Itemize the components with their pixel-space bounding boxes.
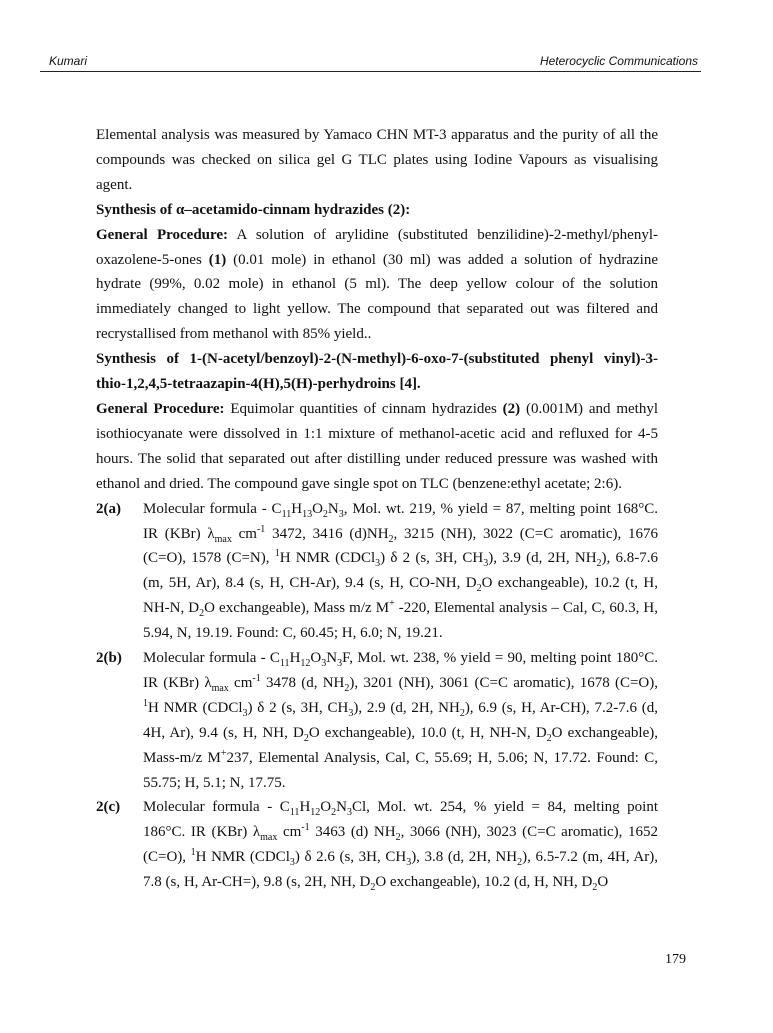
header-author: Kumari bbox=[49, 54, 88, 68]
compound-entry bbox=[96, 497, 658, 646]
header-rule bbox=[40, 71, 701, 72]
procedure-label: General Procedure: bbox=[96, 226, 229, 243]
compound-entry bbox=[96, 795, 658, 895]
compound-label: 2(c) bbox=[96, 799, 121, 816]
compound-entry bbox=[96, 646, 658, 795]
page-number: 179 bbox=[665, 952, 686, 967]
procedure-paragraph-2: General Procedure: Equimolar quantities of cinnam hydrazides (2) (0.001M) and methyl isothiocyanate were dissolved in 1:1 mixture of methanol-acetic acid and refluxed for 4-5 hours. The solid that separated out after distilling under reduced pressure was washed with ethanol and dried. The compound gave single spot on TLC (benzene:ethyl acetate; 2:6). bbox=[96, 400, 658, 492]
compound-label: 2(a) bbox=[96, 500, 121, 517]
compound-data: Molecular formula - $C_{11}H_{12}O_2N_3Cl$, Mol. wt. 254, % yield = 84, melting point 186°C. IR (KBr) $\lambda_{max}$ $cm^{-1}$ 3463 (d) $NH_2$, 3066 (NH), 3023 (C=C aromatic), 1652 (C=O), $^1$H NMR (CDCl$_3$) δ 2.6 (s, 3H, $CH_3$), 3.8 (d, 2H, $NH_2$), 6.5-7.2 (m, 4H, Ar), 7.8 (s, H, Ar-CH=), 9.8 (s, 2H, NH, $D_2O$ exchangeable), 10.2 (d, H, NH, $D_2O$ bbox=[143, 799, 658, 894]
section-heading-2: Synthesis of 1-(N-acetyl/benzoyl)-2-(N-methyl)-6-oxo-7-(substituted phenyl vinyl)-3-thio-1,2,4,5-tetraazapin-4(H),5(H)-perhydroins [4]. bbox=[96, 351, 658, 393]
section-heading-1: Synthesis of α–acetamido-cinnam hydrazides (2): bbox=[96, 201, 411, 218]
compound-data: Molecular formula - $C_{11}H_{12}O_3N_3F$, Mol. wt. 238, % yield = 90, melting point 180°C. IR (KBr) $\lambda_{max}$ $cm^{-1}$ 3478 (d, $NH_2$), 3201 (NH), 3061 (C=C aromatic), 1678 (C=O), $^1$H NMR (CDCl$_3$) δ 2 (s, 3H, $CH_3$), 2.9 (d, 2H, $NH_2$), 6.9 (s, H, Ar-CH), 7.2-7.6 (d, 4H, Ar), 9.4 (s, H, NH, $D_2O$ exchangeable), 10.0 (t, H, NH-N, $D_2O$ exchangeable), Mass-m/z M+237, Elemental Analysis, Cal, C, 55.69; H, 5.06; N, 17.72. Found: C, 55.75; H, 5.1; N, 17.75. bbox=[143, 650, 659, 791]
article-body bbox=[96, 123, 658, 895]
procedure-label: General Procedure: bbox=[96, 400, 225, 417]
procedure-paragraph-1: General Procedure: A solution of arylidine (substituted benzilidine)-2-methyl/phenyl-oxazolene-5-ones (1) (0.01 mole) in ethanol (30 ml) was added a solution of hydrazine hydrate (99%, 0.02 mole) in ethanol (5 ml). The deep yellow colour of the solution immediately changed to light yellow. The compound that separated out was filtered and recrystallised from methanol with 85% yield.. bbox=[96, 226, 658, 343]
header-journal: Heterocyclic Communications bbox=[539, 54, 698, 68]
intro-paragraph: Elemental analysis was measured by Yamaco CHN MT-3 apparatus and the purity of all the compounds was checked on silica gel G TLC plates using Iodine Vapours as visualising agent. bbox=[96, 127, 658, 193]
compound-label: 2(b) bbox=[96, 650, 122, 667]
compound-data: Molecular formula - $C_{11}H_{13}O_2N_3$, Mol. wt. 219, % yield = 87, melting point 168°C. IR (KBr) $\lambda_{max}$ $cm^{-1}$ 3472, 3416 $(d)NH_2$, 3215 (NH), 3022 (C=C aromatic), 1676 (C=O), 1578 (C=N), $^1$H NMR (CDCl$_3$) δ 2 (s, 3H, $CH_3$), 3.9 (d, 2H, $NH_2$), 6.8-7.6 (m, 5H, Ar), 8.4 (s, H, CH-Ar), 9.4 (s, H, CO-NH, $D_2O$ exchangeable), 10.2 (t, H, NH-N, $D_2O$ exchangeable), Mass m/z M+ -220, Elemental analysis – Cal, C, 60.3, H, 5.94, N, 19.19. Found: C, 60.45; H, 6.0; N, 19.21. bbox=[143, 500, 659, 642]
